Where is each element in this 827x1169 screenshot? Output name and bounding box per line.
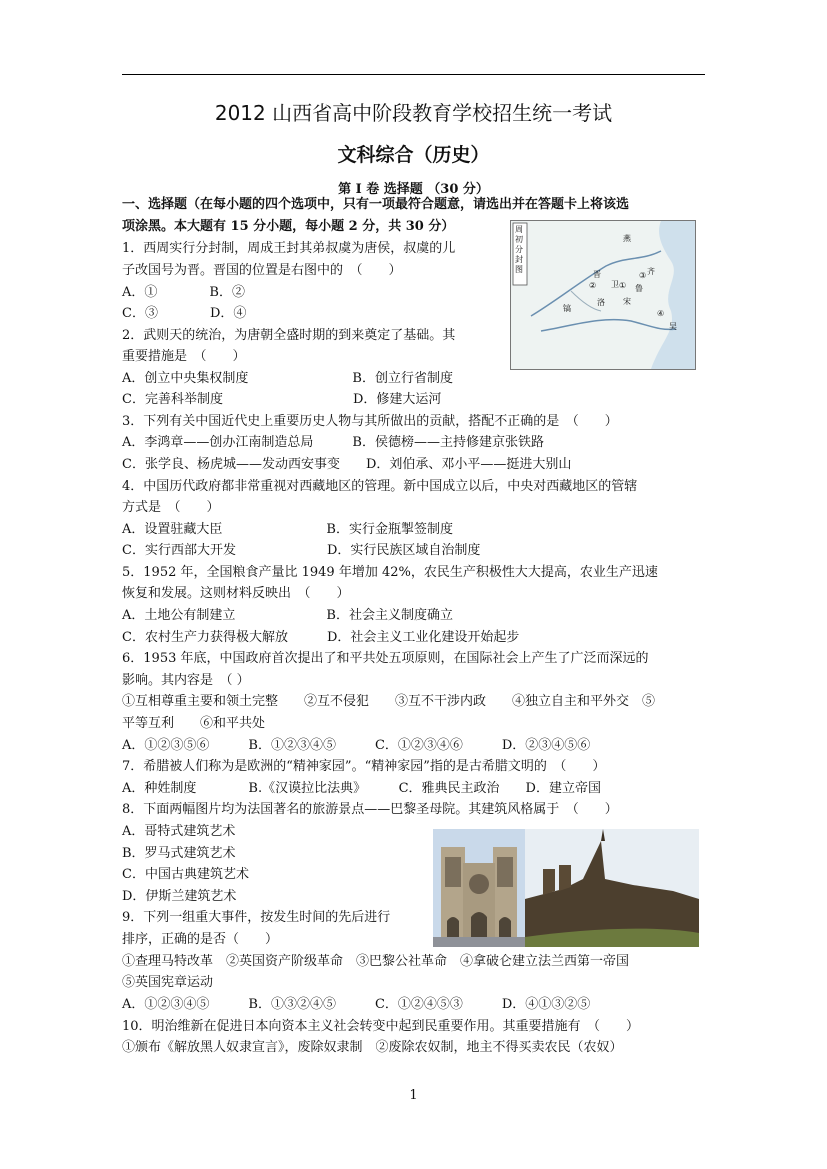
question-line: A．种姓制度 B.《汉谟拉比法典》 C．雅典民主政治 D．建立帝国: [122, 781, 601, 796]
question-line: 子改国号为晋。晋国的位置是右图中的 （ ）: [122, 263, 402, 278]
question-line: 4．中国历代政府都非常重视对西藏地区的管理。新中国成立以后，中央对西藏地区的管辖: [122, 479, 638, 494]
question-line: 3．下列有关中国近代史上重要历史人物与其所做出的贡献，搭配不正确的是 （ ）: [122, 414, 618, 429]
instructions-line: 项涂黑。本大题有 15 分小题，每小题 2 分，共 30 分）: [122, 219, 455, 234]
map-label-luo: 洛: [597, 298, 605, 307]
question-line: A．李鸿章——创办江南制造总局 B．侯德榜——主持修建京张铁路: [122, 435, 544, 450]
question-line: 6．1953 年底，中国政府首次提出了和平共处五项原则，在国际社会上产生了广泛而深远的: [122, 651, 649, 666]
map-marker-4: ④: [657, 309, 665, 318]
question-line: D．伊斯兰建筑艺术: [122, 889, 237, 904]
question-line: A．土地公有制建立 B．社会主义制度确立: [122, 608, 453, 623]
map-caption: 周初分封图: [515, 225, 523, 274]
map-label-yan: 燕: [623, 234, 631, 243]
notre-dame-graphic: [433, 829, 699, 947]
header-rule: [122, 74, 705, 75]
question-line: A．①②③④⑤ B．①③②④⑤ C．①②④⑤③ D．④①③②⑤: [122, 997, 591, 1012]
map-label-wu: 吴: [669, 322, 677, 331]
map-marker-1: ①: [619, 281, 627, 290]
question-line: A．① B．②: [122, 285, 245, 300]
question-line: ⑤英国宪章运动: [122, 975, 214, 990]
question-line: 7．希腊被人们称为是欧洲的“精神家园”。“精神家园”指的是古希腊文明的 （ ）: [122, 759, 606, 774]
question-line: 恢复和发展。这则材料反映出 （ ）: [122, 586, 350, 601]
section-heading: 第 I 卷 选择题 （30 分）: [338, 182, 489, 197]
question-line: 重要措施是 （ ）: [122, 349, 246, 364]
question-line: C．③ D．④: [122, 306, 247, 321]
map-label-qi: 齐: [647, 267, 655, 276]
question-line: C．中国古典建筑艺术: [122, 867, 249, 882]
question-line: ①互相尊重主要和领土完整 ②互不侵犯 ③互不干涉内政 ④独立自主和平外交 ⑤: [122, 694, 656, 709]
question-line: 5．1952 年，全国粮食产量比 1949 年增加 42%，农民生产积极性大大提高，农业生产迅速: [122, 565, 658, 580]
question-line: C．农村生产力获得极大解放 D．社会主义工业化建设开始起步: [122, 630, 520, 645]
question-line: 10．明治维新在促进日本向资本主义社会转变中起到民重要作用。其重要措施有 （ ）: [122, 1019, 640, 1034]
question-line: 方式是 （ ）: [122, 500, 220, 515]
map-label-song: 宋: [623, 297, 631, 306]
question-line: C．完善科举制度 D．修建大运河: [122, 392, 442, 407]
exam-subtitle: 文科综合（历史）: [337, 144, 490, 166]
map-label-wei: 卫: [611, 280, 619, 289]
instructions-line: 一、选择题（在每小题的四个选项中，只有一项最符合题意，请选出并在答题卡上将该选: [122, 197, 630, 212]
question-line: B．罗马式建筑艺术: [122, 846, 236, 861]
question-line: A．①②③⑤⑥ B．①②③④⑤ C．①②③④⑥ D．②③④⑤⑥: [122, 738, 591, 753]
question-line: 8．下面两幅图片均为法国著名的旅游景点——巴黎圣母院。其建筑风格属于 （ ）: [122, 802, 618, 817]
question-line: ①颁布《解放黑人奴隶宣言》，废除奴隶制 ②废除农奴制，地主不得买卖农民（农奴）: [122, 1040, 623, 1055]
map-marker-2: ②: [589, 281, 597, 290]
exam-title: 2012 山西省高中阶段教育学校招生统一考试: [214, 101, 613, 125]
question-line: A．哥特式建筑艺术: [122, 824, 236, 839]
map-label-lu: 鲁: [635, 284, 643, 293]
question-line: ①查理马特改革 ②英国资产阶级革命 ③巴黎公社革命 ④拿破仑建立法兰西第一帝国: [122, 954, 630, 969]
question-line: 平等互利 ⑥和平共处: [122, 716, 266, 731]
question-line: A．设置驻藏大臣 B．实行金瓶掣签制度: [122, 522, 453, 537]
zhou-feudal-map: [510, 220, 696, 370]
page-number: 1: [409, 1088, 418, 1103]
question-line: 影响。其内容是 （ ）: [122, 673, 250, 688]
question-line: 2．武则天的统治，为唐朝全盛时期的到来奠定了基础。其: [122, 328, 456, 343]
notre-dame-photos: [433, 829, 699, 947]
question-line: C．实行西部大开发 D．实行民族区域自治制度: [122, 543, 481, 558]
question-line: 排序，正确的是否（ ）: [122, 932, 279, 947]
question-line: A．创立中央集权制度 B．创立行省制度: [122, 371, 453, 386]
map-label-jin: 晋: [593, 270, 601, 279]
map-label-hao: 镐: [563, 304, 571, 313]
question-line: 1．西周实行分封制，周成王封其弟叔虞为唐侯，叔虞的儿: [122, 241, 456, 256]
map-marker-3: ③: [639, 271, 647, 280]
map-graphic: [511, 221, 695, 369]
question-line: 9．下列一组重大事件，按发生时间的先后进行: [122, 910, 391, 925]
question-line: C．张学良、杨虎城——发动西安事变 D．刘伯承、邓小平——挺进大别山: [122, 457, 572, 472]
